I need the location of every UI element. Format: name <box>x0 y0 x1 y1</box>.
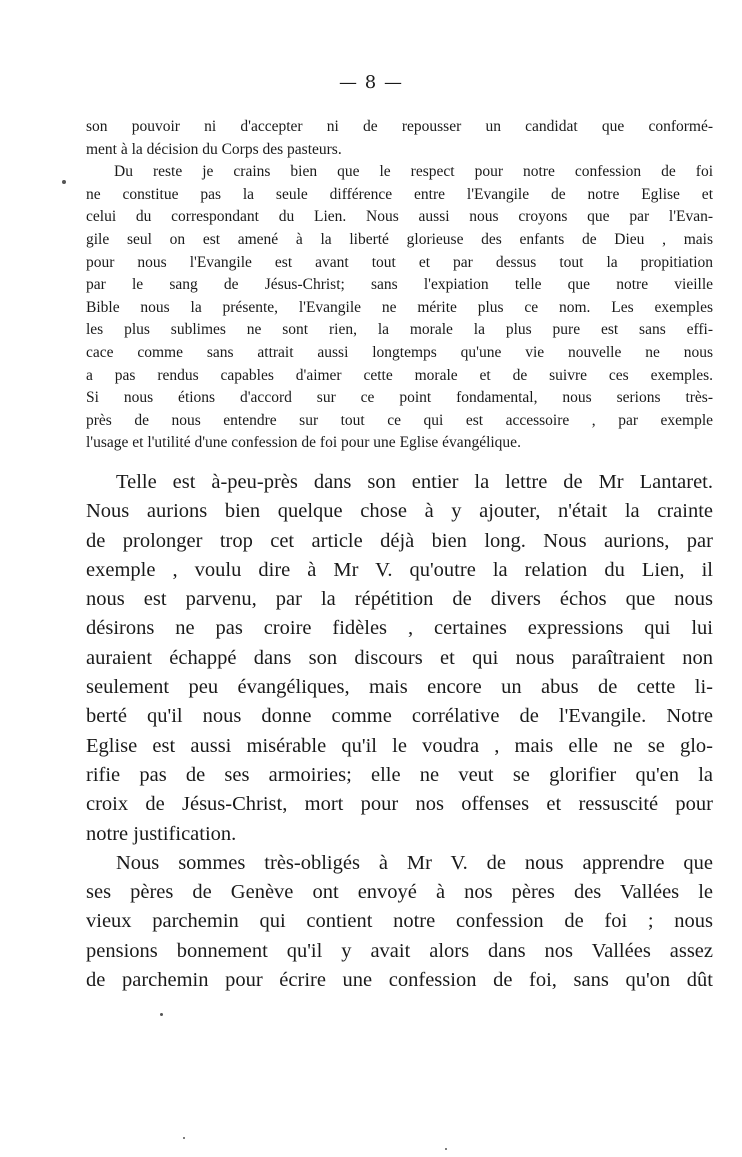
text-line: désirons ne pas croire fidèles , certaines expressions qui lui <box>86 617 713 640</box>
text-line: de parchemin pour écrire une confession de foi, sans qu'on dût <box>86 969 713 992</box>
text-line: exemple , voulu dire à Mr V. qu'outre la relation du Lien, il <box>86 558 713 581</box>
text-line: Du reste je crains bien que le respect pour notre confession de foi <box>114 163 713 181</box>
text-line: berté qu'il nous donne comme corrélative de l'Evangile. Notre <box>86 705 713 728</box>
text-line: Si nous étions d'accord sur ce point fondamental, nous serions très- <box>86 389 713 407</box>
text-line: l'usage et l'utilité d'une confession de foi pour une Eglise évangélique. <box>86 434 521 452</box>
margin-speck <box>445 1148 447 1150</box>
text-line: rifie pas de ses armoiries; elle ne veut se glorifier qu'en la <box>86 763 713 786</box>
text-line: ne constitue pas la seule différence entre l'Evangile de notre Eglise et <box>86 185 713 203</box>
text-line: ment à la décision du Corps des pasteurs. <box>86 140 342 158</box>
text-line: Nous sommes très-obligés à Mr V. de nous apprendre que <box>116 851 713 874</box>
text-line: par le sang de Jésus-Christ; sans l'expiation telle que notre vieille <box>86 276 713 294</box>
text-line: vieux parchemin qui contient notre confession de foi ; nous <box>86 910 713 933</box>
text-line: les plus sublimes ne sont rien, la morale la plus pure est sans effi- <box>86 321 713 339</box>
text-line: son pouvoir ni d'accepter ni de repousser un candidat que conformé- <box>86 118 713 135</box>
text-line: seulement peu évangéliques, mais encore un abus de cette li- <box>86 676 713 699</box>
text-line: notre justification. <box>86 822 237 845</box>
text-line: Nous aurions bien quelque chose à y ajouter, n'était la crainte <box>86 500 713 523</box>
text-line: nous est parvenu, par la répétition de divers échos que nous <box>86 588 713 611</box>
text-line: Bible nous la présente, l'Evangile ne mérite plus ce nom. Les exemples <box>86 298 713 316</box>
text-line: cace comme sans attrait aussi longtemps qu'une vie nouvelle ne nous <box>86 343 713 361</box>
text-line: près de nous entendre sur tout ce qui est accessoire , par exemple <box>86 411 713 429</box>
text-line: gile seul on est amené à la liberté glorieuse des enfants de Dieu , mais <box>86 230 713 248</box>
text-line: Eglise est aussi misérable qu'il le voudra , mais elle ne se glo- <box>86 734 713 757</box>
text-line: celui du correspondant du Lien. Nous aussi nous croyons que par l'Evan- <box>86 208 713 226</box>
text-line: auraient échappé dans son discours et qui nous paraîtraient non <box>86 646 713 669</box>
text-line: croix de Jésus-Christ, mort pour nos offenses et ressuscité pour <box>86 793 713 816</box>
text-line: pensions bonnement qu'il y avait alors dans nos Vallées assez <box>86 939 713 962</box>
margin-speck <box>62 180 66 184</box>
paragraph <box>86 468 713 849</box>
paragraph <box>86 849 713 995</box>
text-line: pour nous l'Evangile est avant tout et par dessus tout la propitiation <box>86 253 713 271</box>
margin-speck <box>160 1013 163 1016</box>
main-text <box>86 468 713 995</box>
margin-speck <box>183 1137 185 1139</box>
text-line: ses pères de Genève ont envoyé à nos pères des Vallées le <box>86 881 713 904</box>
text-line: Telle est à-peu-près dans son entier la lettre de Mr Lantaret. <box>116 471 713 493</box>
page-number: — 8 — <box>339 72 403 93</box>
text-line: de prolonger trop cet article déjà bien long. Nous aurions, par <box>86 529 713 552</box>
text-line: a pas rendus capables d'aimer cette morale et de suivre ces exemples. <box>86 366 713 384</box>
quoted-letter-text <box>86 116 713 455</box>
